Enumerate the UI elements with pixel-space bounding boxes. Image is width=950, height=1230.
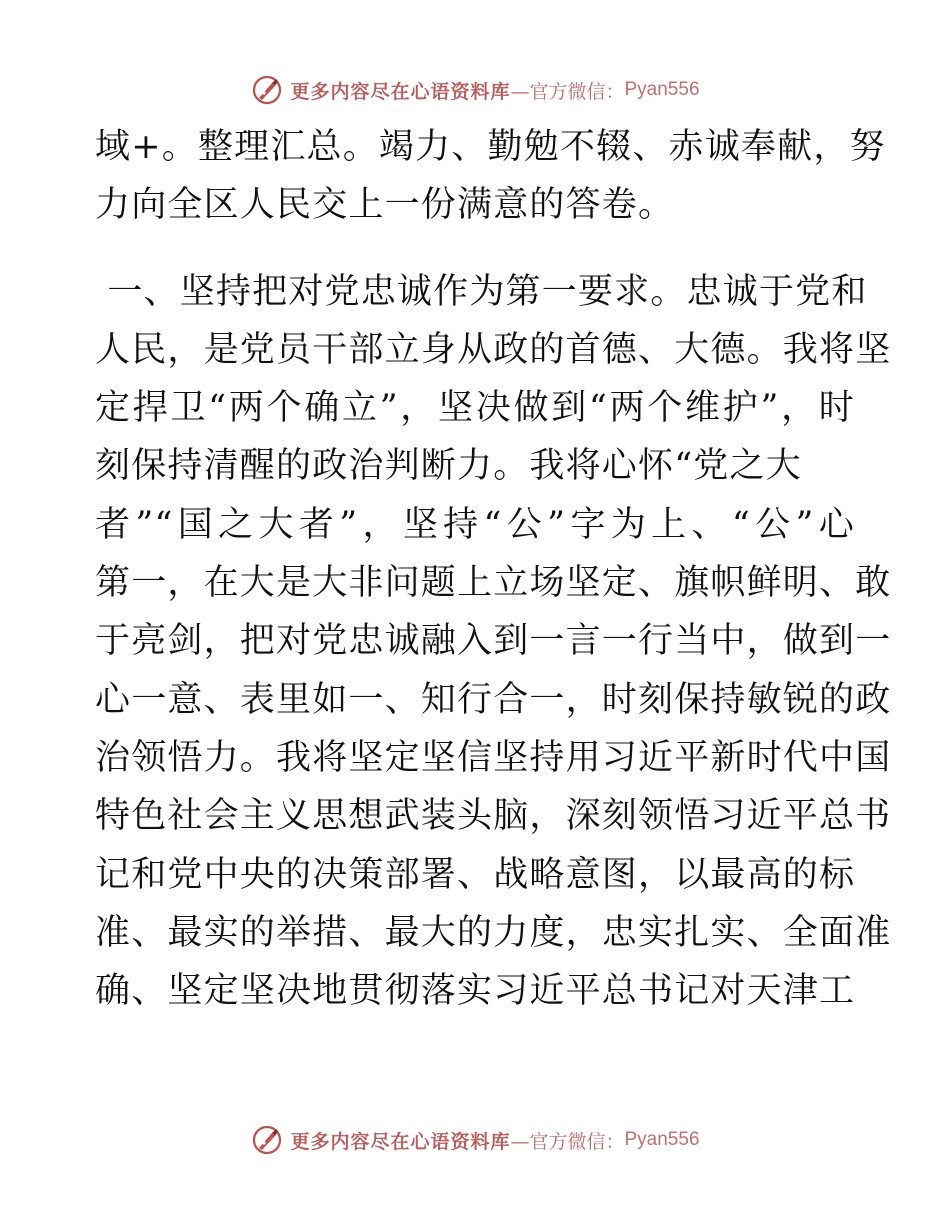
watermark-wechat-id: Pyan556 bbox=[624, 79, 700, 100]
watermark-wechat-id: Pyan556 bbox=[624, 1129, 700, 1150]
text-line: 人民，是党员干部立身从政的首德、大德。我将坚 bbox=[95, 329, 892, 370]
text-line: 记和党中央的决策部署、战略意图，以最高的标 bbox=[95, 854, 856, 895]
text-line: 特色社会主义思想武装头脑，深刻领悟习近平总书 bbox=[95, 796, 892, 837]
pen-logo-icon bbox=[250, 73, 284, 107]
text-line: 于亮剑，把对党忠诚融入到一言一行当中，做到一 bbox=[95, 621, 892, 662]
text-line: 定捍卫“两个确立”，坚决做到“两个维护”，时 bbox=[95, 388, 855, 429]
text-line: 一、坚持把对党忠诚作为第一要求。忠诚于党和 bbox=[95, 271, 868, 312]
text-line: 者”“国之大者”，坚持“公”字为上、“公”心 bbox=[95, 504, 855, 545]
text-line: 域+。整理汇总。竭力、勤勉不辍、赤诚奉献，努 bbox=[95, 127, 886, 167]
text-line: 第一，在大是大非问题上立场坚定、旗帜鲜明、敢 bbox=[95, 563, 892, 604]
watermark-brand: 更多内容尽在心语资料库 bbox=[290, 1130, 511, 1153]
watermark-contact-label: —官方微信： bbox=[510, 1130, 625, 1153]
text-line: 治领悟力。我将坚定坚信坚持用习近平新时代中国 bbox=[95, 737, 892, 778]
watermark-brand: 更多内容尽在心语资料库 bbox=[290, 80, 511, 103]
text-line: 心一意、表里如一、知行合一，时刻保持敏锐的政 bbox=[95, 679, 892, 720]
watermark-contact-label: —官方微信： bbox=[510, 80, 625, 103]
paragraph-gap bbox=[95, 235, 855, 263]
header-watermark bbox=[0, 70, 950, 110]
text-line: 准、最实的举措、最大的力度，忠实扎实、全面准 bbox=[95, 912, 892, 953]
footer-watermark bbox=[0, 1120, 950, 1160]
text-line: 确、坚定坚决地贯彻落实习近平总书记对天津工 bbox=[95, 971, 856, 1012]
text-line: 力向全区人民交上一份满意的答卷。 bbox=[95, 185, 675, 226]
text-line: 刻保持清醒的政治判断力。我将心怀“党之大 bbox=[95, 446, 802, 487]
document-body bbox=[95, 118, 892, 1020]
pen-logo-icon bbox=[250, 1123, 284, 1157]
